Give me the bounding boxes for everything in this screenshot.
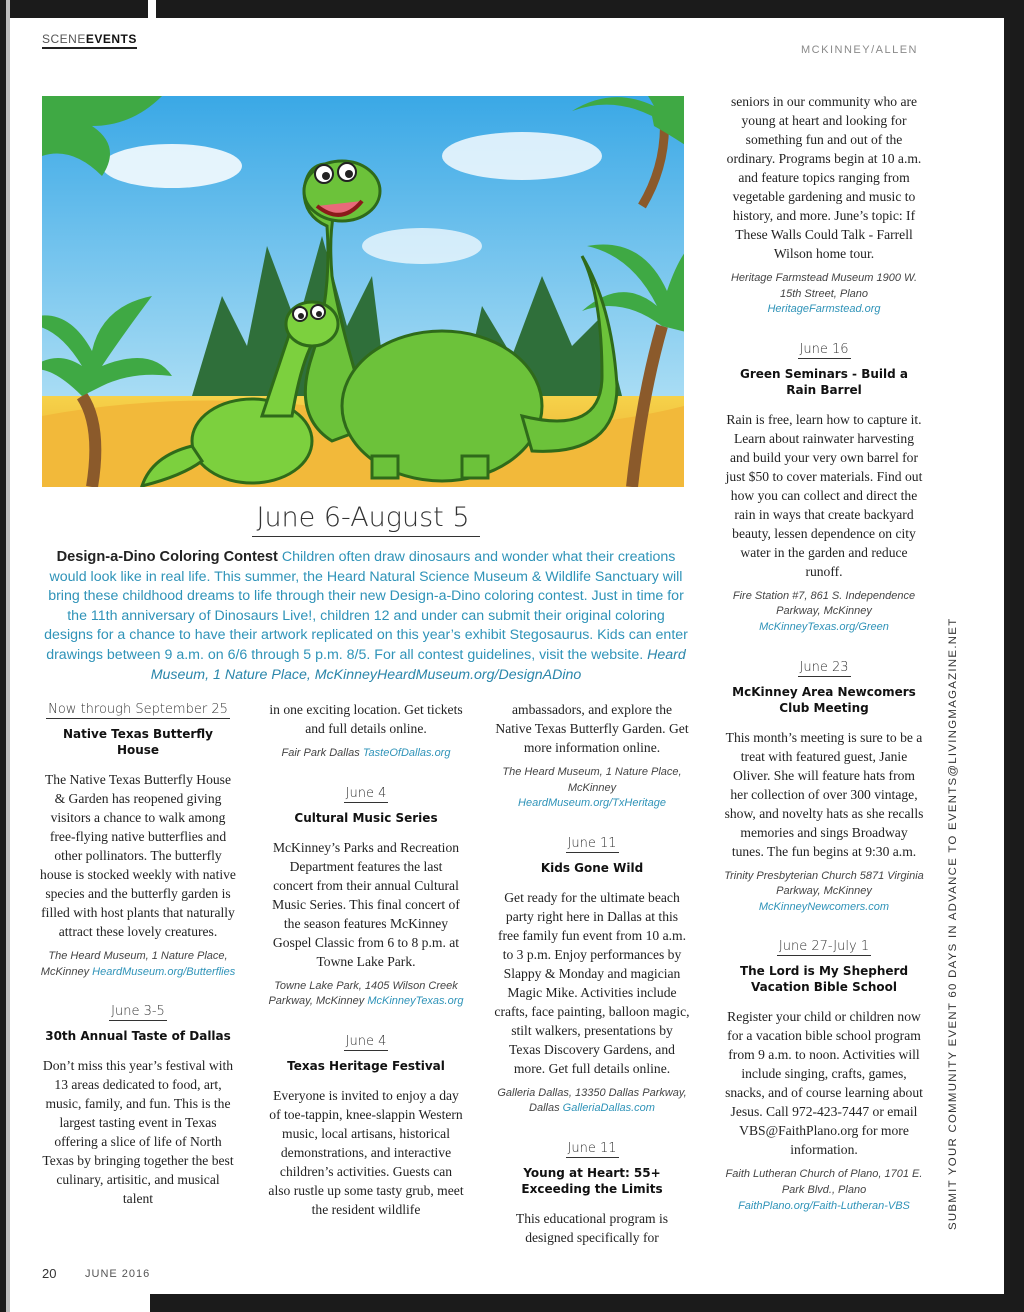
event-body: ambassadors, and explore the Native Texas Butterfly Garden. Get more information online.: [495, 702, 689, 755]
event-body: Get ready for the ultimate beach party right here in Dallas at this free family fun event from 10 a.m. to 3 p.m. Enjoy performances by Slappy & Monday and magician Magic Mike. Activities include crafts, face painting, balloon magic, stilt walkers, presentations by Texas Discovery Gardens, and more. Get full details online.: [494, 889, 690, 1076]
section-scene: SCENE: [42, 32, 86, 46]
event-location: [724, 271, 924, 318]
event-taste-of-dallas: [40, 1002, 236, 1208]
event-column-1: [40, 700, 236, 1230]
event-link[interactable]: TasteOfDallas.org: [362, 747, 451, 759]
event-venue: The Heard Museum, 1 Nature Place, McKinney: [502, 766, 682, 794]
event-location: [494, 1086, 690, 1117]
event-date: June 3-5: [111, 1004, 165, 1020]
event-date: Now through September 25: [48, 702, 228, 717]
event-texas-heritage-festival: [268, 1032, 464, 1219]
event-taste-of-dallas-continued: [268, 700, 464, 762]
event-link[interactable]: FaithPlano.org/Faith-Lutheran-VBS: [738, 1199, 910, 1212]
event-location: [268, 746, 464, 762]
feature-title: Design-a-Dino Coloring Contest: [56, 549, 278, 565]
event-venue: Trinity Presbyterian Church 5871 Virginia Parkway, McKinney: [724, 869, 924, 898]
event-body: Everyone is invited to enjoy a day of toe-tappin, knee-slappin Western music, local artisans, historical demonstrations, and interactive children’s activities. Guests can also rustle up some tasty grub, meet the resident wildlife: [268, 1087, 464, 1217]
event-young-at-heart: [494, 1139, 690, 1247]
feature-body-text: Children often draw dinosaurs and wonder what their creations would look like in real life. This summer, the Heard Natural Science Museum & Wildlife Sanctuary will bring these childhood dreams to life through their new Design-a-Dino coloring contest. Just in time for the 11th anniversary of Dinosaurs Live!, children 12 and under can submit their original coloring designs for a chance to have their artwork replicated on this year’s exhibit Stegosaurus. Kids can enter drawings between 9 a.m. on 6/6 through 5 p.m. 8/5. For all contest guidelines, visit the website.: [44, 549, 688, 663]
frame-right: [1004, 0, 1024, 1312]
section-events: EVENTS: [85, 32, 137, 46]
event-kids-gone-wild: [494, 834, 690, 1117]
event-date: June 16: [799, 341, 849, 357]
event-date: June 27-July 1: [778, 939, 870, 955]
event-location: [494, 765, 690, 812]
event-link[interactable]: HeritageFarmstead.org: [767, 303, 881, 316]
dinosaur-illustration: [42, 96, 684, 487]
event-venue: Heritage Farmstead Museum 1900 W. 15th Street, Plano: [730, 272, 918, 300]
event-title: Kids Gone Wild: [540, 860, 644, 875]
feature-date: June 6-August 5: [256, 502, 470, 533]
event-body: Register your child or children now for a vacation bible school program from 9 a.m. to noon. Activities will include singing, crafts, games, snacks, and of course learning about Jesus. Call 972-423-7447 or email VBS@FaithPlano.org for more information.: [725, 1009, 923, 1158]
feature-location[interactable]: Heard Museum, 1 Nature Place, McKinneyHeardMuseum.org/DesignADino: [150, 646, 686, 683]
event-title: Green Seminars - Build a Rain Barrel: [740, 366, 908, 397]
event-body: The Native Texas Butterfly House & Garden has reopened giving visitors a chance to walk among free-flying native butterflies and other pollinators. The butterfly house is stocked weekly with native species and the butterfly garden is filled with host plants that naturally attract these lovely creatures.: [40, 772, 236, 939]
section-logo: [42, 32, 137, 49]
event-cultural-music-series: [268, 784, 464, 1010]
event-column-2: [268, 700, 464, 1241]
event-venue: Towne Lake Park, 1405 Wilson Creek Parkway, McKinney: [268, 979, 458, 1008]
event-link[interactable]: McKinneyTexas.org/Green: [759, 620, 889, 633]
event-title: Native Texas Butterfly House: [63, 727, 213, 757]
event-venue: Galleria Dallas, 13350 Dallas Parkway, Dallas: [497, 1086, 687, 1115]
frame-bottom: [150, 1294, 1024, 1312]
frame-top-bar: [0, 0, 148, 18]
event-texas-heritage-continued: [494, 700, 690, 812]
event-location: [40, 949, 236, 980]
region-label: MCKINNEY/ALLEN: [801, 44, 918, 56]
event-link[interactable]: HeardMuseum.org/TxHeritage: [518, 797, 666, 810]
event-column-3: [494, 700, 690, 1269]
event-title: Young at Heart: 55+ Exceeding the Limits: [521, 1165, 663, 1196]
event-vacation-bible-school: [724, 937, 924, 1214]
event-location: [724, 869, 924, 916]
event-location: [724, 1167, 924, 1214]
event-venue: Faith Lutheran Church of Plano, 1701 E. Park Blvd., Plano: [725, 1168, 923, 1196]
event-title: The Lord is My Shepherd Vacation Bible School: [739, 964, 909, 995]
event-column-4: [724, 92, 924, 1236]
feature-description: [42, 548, 690, 685]
event-body: McKinney’s Parks and Recreation Department features the last concert from their annual Cultural Music Series. This final concert of the season features McKinney Gospel Classic from 6 to 8 p.m. at Towne Lake Park.: [272, 839, 460, 969]
event-body: Rain is free, learn how to capture it. Learn about rainwater harvesting and build your very own barrel for just $50 to cover materials. Find out how you can collect and direct the rain in ways that create backyard beauty, lessen dependence on city water in the garden and reduce runoff.: [725, 411, 923, 579]
event-title: Cultural Music Series: [294, 810, 438, 825]
event-title: McKinney Area Newcomers Club Meeting: [732, 684, 916, 715]
frame-left-gap: [6, 0, 10, 1312]
event-newcomers-club: [724, 658, 924, 916]
event-link[interactable]: McKinneyTexas.org: [367, 995, 464, 1008]
event-venue: The Heard Museum, 1 Nature Place, McKinney: [40, 950, 228, 978]
event-link[interactable]: HeardMuseum.org/Butterflies: [92, 965, 236, 978]
event-butterfly-house: [40, 700, 236, 980]
event-body: seniors in our community who are young at heart and looking for something fun and out of the ordinary. Programs begin at 10 a.m. and feature topics ranging from vegetable gardening and music to history, and more. June’s topic: If These Walls Could Talk - Farrell Wilson home tour.: [726, 94, 922, 261]
event-link[interactable]: GalleriaDallas.com: [562, 1102, 655, 1115]
event-venue: Fair Park Dallas: [281, 747, 360, 759]
event-body: Don’t miss this year’s festival with 13 areas dedicated to food, art, music, family, and fun. This is the largest tasting event in Texas offering a slice of life of North Texas by bringing together the best culinary, artisitic, and musical talent: [42, 1058, 234, 1207]
feature-date-underline: [252, 536, 480, 537]
page-number: 20: [42, 1266, 57, 1281]
event-body: This month’s meeting is sure to be a treat with featured guest, Janie Oliver. She will feature hats from her collection of over 300 vintage, show, and novelty hats as she recalls memories and sings Broadway tunes. The fun begins at 9:30 a.m.: [724, 729, 924, 859]
event-venue: Fire Station #7, 861 S. Independence Parkway, McKinney: [732, 589, 916, 618]
submission-notice: SUBMIT YOUR COMMUNITY EVENT 60 DAYS IN ADVANCE TO EVENTS@LIVINGMAGAZINE.NET: [947, 617, 959, 1230]
event-body: This educational program is designed specifically for: [515, 1210, 669, 1245]
event-title: Texas Heritage Festival: [287, 1058, 445, 1073]
event-date: June 11: [567, 835, 617, 851]
event-title: 30th Annual Taste of Dallas: [45, 1029, 231, 1044]
event-location: [724, 589, 924, 636]
event-green-seminars: [724, 340, 924, 636]
event-date: June 11: [567, 1140, 617, 1156]
event-link[interactable]: McKinneyNewcomers.com: [758, 900, 890, 913]
event-date: June 4: [345, 1033, 387, 1049]
event-date: June 23: [799, 659, 849, 675]
event-location: [268, 979, 464, 1010]
event-young-at-heart-continued: [724, 92, 924, 318]
event-date: June 4: [345, 785, 387, 801]
issue-date: JUNE 2016: [85, 1268, 151, 1280]
event-body: in one exciting location. Get tickets and full details online.: [269, 702, 463, 736]
